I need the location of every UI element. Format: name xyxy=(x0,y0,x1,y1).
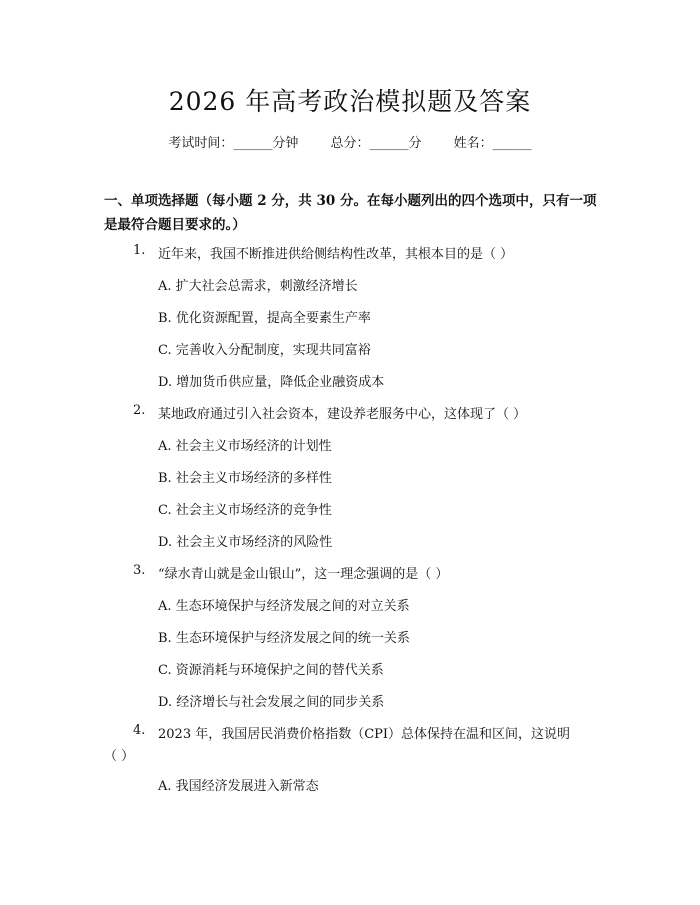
option-1d: D. 增加货币供应量，降低企业融资成本 xyxy=(158,375,385,390)
option-3c: C. 资源消耗与环境保护之间的替代关系 xyxy=(158,663,384,678)
question-text: 2023 年，我国居民消费价格指数（CPI）总体保持在温和区间，这说明 xyxy=(158,727,571,742)
question-text: “绿水青山就是金山银山”，这一理念强调的是（ ） xyxy=(158,567,449,582)
option-1a: A. 扩大社会总需求，刺激经济增长 xyxy=(158,279,358,294)
page-title: 2026 年高考政治模拟题及答案 xyxy=(168,87,532,116)
option-1c: C. 完善收入分配制度，实现共同富裕 xyxy=(158,343,371,358)
option-2b: B. 社会主义市场经济的多样性 xyxy=(158,471,332,486)
option-2d: D. 社会主义市场经济的风险性 xyxy=(158,535,333,550)
section-heading: 一、单项选择题（每小题 2 分，共 30 分。在每小题列出的四个选项中，只有一项是最符合题目要求的。） xyxy=(104,193,597,233)
question-number: 1. xyxy=(133,243,146,258)
question-number: 2. xyxy=(133,403,146,418)
student-name-label: 姓名：______ xyxy=(453,136,532,151)
question-number: 3. xyxy=(133,563,146,578)
question-text: 某地政府通过引入社会资本，建设养老服务中心，这体现了（ ） xyxy=(158,407,527,422)
option-2c: C. 社会主义市场经济的竞争性 xyxy=(158,503,332,518)
option-3a: A. 生态环境保护与经济发展之间的对立关系 xyxy=(158,599,410,614)
question-4-continuation: （ ） xyxy=(104,749,135,764)
option-2a: A. 社会主义市场经济的计划性 xyxy=(158,439,332,454)
question-number: 4. xyxy=(133,723,146,738)
option-4a: A. 我国经济发展进入新常态 xyxy=(158,779,319,794)
option-3d: D. 经济增长与社会发展之间的同步关系 xyxy=(158,695,385,710)
option-1b: B. 优化资源配置，提高全要素生产率 xyxy=(158,311,371,326)
question-text: 近年来，我国不断推进供给侧结构性改革，其根本目的是（ ） xyxy=(158,247,514,262)
exam-meta xyxy=(0,132,700,151)
total-score-label: 总分：______分 xyxy=(330,136,422,151)
exam-time-label: 考试时间：______分钟 xyxy=(168,136,299,151)
option-3b: B. 生态环境保护与经济发展之间的统一关系 xyxy=(158,631,410,646)
